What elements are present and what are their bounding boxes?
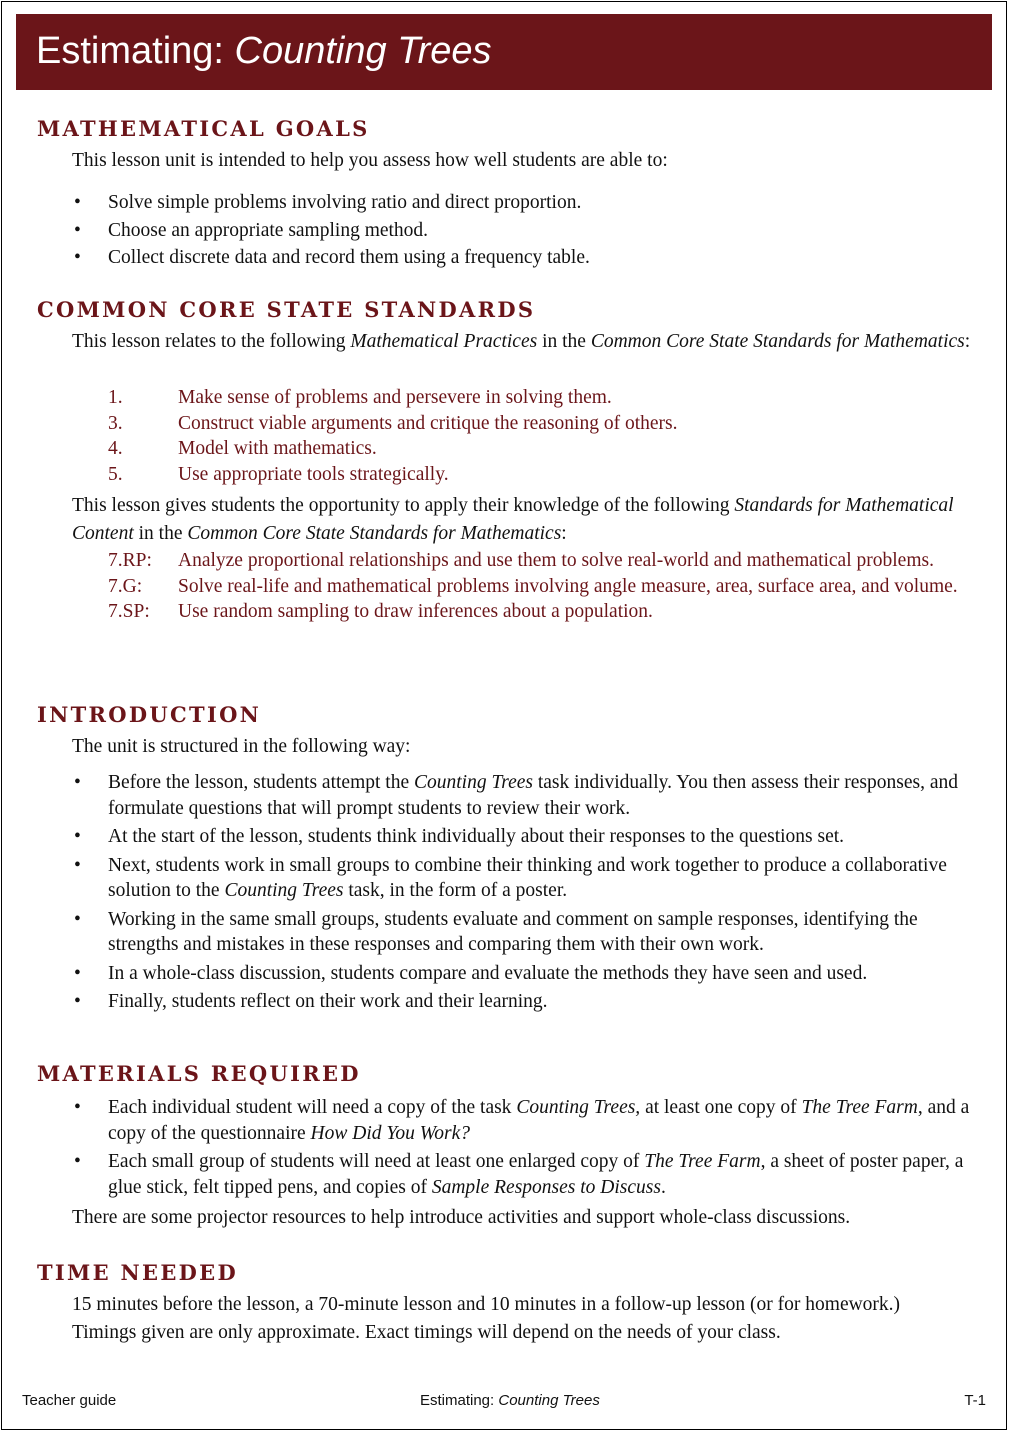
introduction-intro: The unit is structured in the following way:: [72, 736, 411, 757]
practices-intro: This lesson relates to the following Mathematical Practices in the Common Core State Standards for Mathematics:: [72, 331, 971, 352]
content-standards-list: [108, 548, 968, 625]
standards-heading: COMMON CORE STATE STANDARDS: [37, 297, 536, 322]
content-intro: This lesson gives students the opportunity to apply their knowledge of the following Standards for Mathematical Content in the Common Core State Standards for Mathematics:: [72, 495, 954, 544]
introduction-heading: INTRODUCTION: [37, 702, 262, 727]
goals-list: [72, 190, 977, 271]
content-standard-item: 7.RP: Analyze proportional relationships and use them to solve real-world and mathematical problems.: [108, 550, 934, 571]
page-title-italic: Counting Trees: [234, 30, 492, 72]
list-item: • Collect discrete data and record them using a frequency table.: [72, 245, 977, 271]
time-heading: TIME NEEDED: [37, 1260, 238, 1285]
list-item: • Before the lesson, students attempt the Counting Trees task individually. You then assess their responses, and formulate questions that will prompt students to review their work.: [72, 770, 977, 821]
materials-heading: MATERIALS REQUIRED: [37, 1061, 361, 1086]
page-title: Estimating:: [36, 30, 235, 72]
list-item: • Working in the same small groups, students evaluate and comment on sample responses, identifying the strengths and mistakes in these responses and comparing them with their own work.: [72, 907, 977, 958]
list-item: • Solve simple problems involving ratio and direct proportion.: [72, 190, 977, 216]
practice-item: 3. Construct viable arguments and critique the reasoning of others.: [108, 412, 678, 434]
time-text: 15 minutes before the lesson, a 70-minute lesson and 10 minutes in a follow-up lesson (or for homework.) Timings given are only approximate. Exact timings will depend on the needs of your class.: [72, 1294, 901, 1343]
practice-item: 4. Model with mathematics.: [108, 438, 377, 459]
practices-list: [108, 385, 968, 487]
practice-item: 5. Use appropriate tools strategically.: [108, 463, 449, 485]
content-standard-item: 7.G: Solve real-life and mathematical problems involving angle measure, area, surface area, and volume.: [108, 575, 958, 597]
content-standard-item: 7.SP: Use random sampling to draw inferences about a population.: [108, 601, 653, 622]
practice-item: 1. Make sense of problems and persevere in solving them.: [108, 387, 612, 408]
list-item: • Each small group of students will need at least one enlarged copy of The Tree Farm, a sheet of poster paper, a glue stick, felt tipped pens, and copies of Sample Responses to Discuss.: [72, 1149, 977, 1200]
list-item: • Finally, students reflect on their work and their learning.: [72, 989, 977, 1015]
goals-intro: This lesson unit is intended to help you assess how well students are able to:: [72, 150, 668, 171]
list-item: • In a whole-class discussion, students compare and evaluate the methods they have seen and used.: [72, 961, 977, 987]
list-item: • Next, students work in small groups to combine their thinking and work together to produce a collaborative solution to the Counting Trees task, in the form of a poster.: [72, 853, 977, 904]
list-item: • Choose an appropriate sampling method.: [72, 218, 977, 244]
introduction-list: [72, 770, 977, 1015]
materials-note: There are some projector resources to help introduce activities and support whole-class discussions.: [72, 1207, 851, 1228]
page-number: T-1: [964, 1392, 986, 1409]
list-item: • At the start of the lesson, students think individually about their responses to the questions set.: [72, 824, 977, 850]
footer-left: Teacher guide: [22, 1392, 117, 1409]
materials-list: [72, 1095, 977, 1200]
footer-center: Estimating: Counting Trees: [420, 1392, 600, 1409]
goals-heading: MATHEMATICAL GOALS: [37, 116, 370, 141]
list-item: • Each individual student will need a copy of the task Counting Trees, at least one copy of The Tree Farm, and a copy of the questionnaire How Did You Work?: [72, 1095, 977, 1146]
title-banner: [16, 14, 992, 90]
